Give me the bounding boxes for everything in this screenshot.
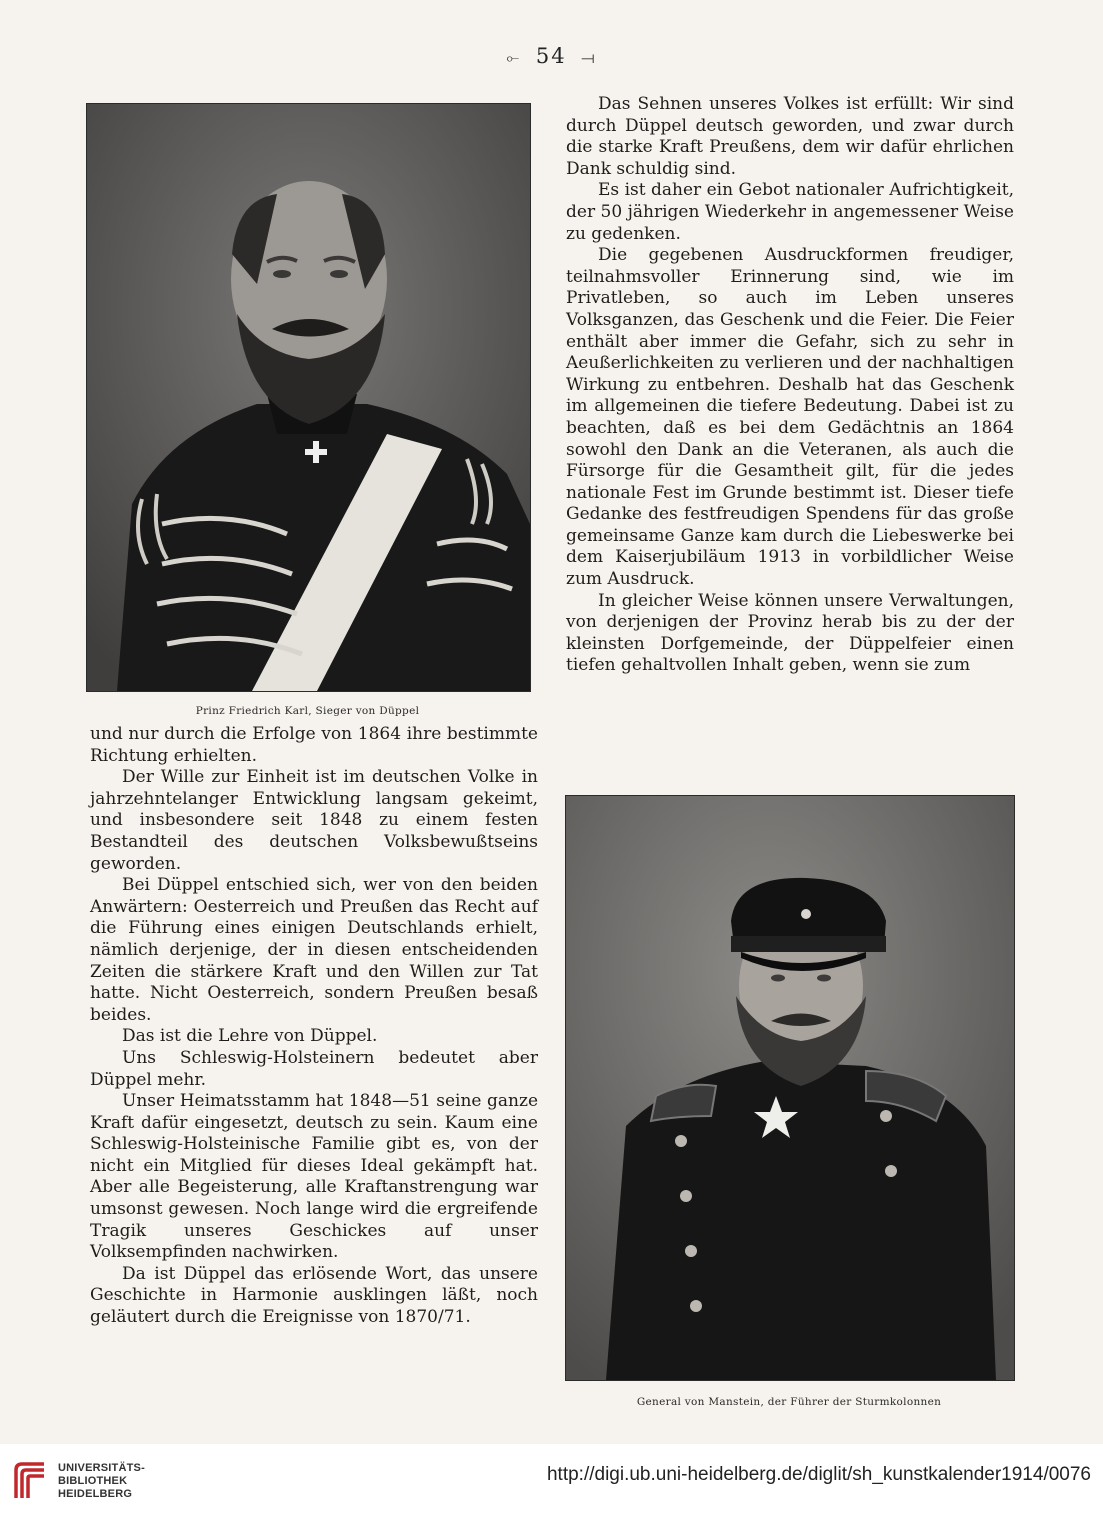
paragraph: Es ist daher ein Gebot nationaler Aufrichtigkeit, der 50 jährigen Wiederkehr in angemessener Weise zu gedenken. xyxy=(566,180,1014,244)
portrait-illustration xyxy=(566,796,1014,1380)
paragraph: Das ist die Lehre von Düppel. xyxy=(122,1026,378,1047)
page-number xyxy=(0,44,1103,68)
library-name[interactable] xyxy=(58,1462,145,1501)
text-column-left xyxy=(90,724,538,1329)
caption-photo-manstein: General von Manstein, der Führer der Sturmkolonnen xyxy=(636,1396,942,1408)
library-name-line: HEIDELBERG xyxy=(58,1488,133,1500)
paragraph: Unser Heimatsstamm hat 1848—51 seine ganze Kraft dafür eingesetzt, deutsch zu sein. Kaum eine Schleswig-Holsteinische Familie gibt es, von der nicht ein Mitglied für dieses Ideal gekämpft hat. Aber alle Begeisterung, alle Kraftanstrengung war umsonst gewesen. Noch lange wird die ergreifende Tragik unseres Geschickes auf unser Volksempfinden nachwirken. xyxy=(90,1091,538,1263)
paragraph: Die gegebenen Ausdruckformen freudiger, teilnahmsvoller Erinnerung sind, wie im Privatleben, so auch im Leben unseres Volksganzen, das Geschenk und die Feier. Die Feier enthält aber immer die Gefahr, sich zu sehr in Aeußerlichkeiten zu verlieren und der nachhaltigen Wirkung zu entbehren. Deshalb hat das Geschenk im allgemeinen die tiefere Bedeutung. Dabei ist zu beachten, daß es bei dem Gedächtnis an 1864 sowohl den Dank an die Veteranen, als auch die Fürsorge für die Gesamtheit gilt, für die jedes nationale Fest im Grunde bestimmt ist. Dieser tiefe Gedanke des festfreudigen Spendens für das große gemeinsame Ganze kam durch die Liebeswerke bei dem Kaiserjubiläum 1913 in vorbildlicher Weise zum Ausdruck. xyxy=(566,245,1014,590)
text-column-right xyxy=(566,94,1014,677)
portrait-illustration xyxy=(87,104,530,691)
library-name-line: BIBLIOTHEK xyxy=(58,1475,128,1487)
portrait-photo-friedrich-karl xyxy=(86,103,531,692)
paragraph: Da ist Düppel das erlösende Wort, das unsere Geschichte in Harmonie ausklingen läßt, noch geläutert durch die Ereignisse von 1870/71. xyxy=(90,1263,538,1328)
page-number-value: 54 xyxy=(535,44,567,68)
paragraph: Uns Schleswig-Holsteinern bedeutet aber Düppel mehr. xyxy=(90,1047,538,1090)
library-logo-icon[interactable] xyxy=(10,1458,50,1504)
source-url-link[interactable]: http://digi.ub.uni-heidelberg.de/diglit/sh_kunstkalender1914/0076 xyxy=(546,1464,1091,1485)
paragraph: Bei Düppel entschied sich, wer von den beiden Anwärtern: Oesterreich und Preußen das Recht auf die Führung eines einigen Deutschlands erhielt, nämlich derjenige, der in diesen entscheidenden Zeiten die stärkere Kraft und den Willen zur Tat hatte. Nicht Oesterreich, sondern Preußen besaß beides. xyxy=(90,875,538,1025)
library-footer xyxy=(0,1444,1103,1530)
caption-photo-friedrich-karl: Prinz Friedrich Karl, Sieger von Düppel xyxy=(195,705,420,717)
paragraph: Der Wille zur Einheit ist im deutschen Volke in jahrzehntelanger Entwicklung langsam gekeimt, und insbesondere seit 1848 zu einem festen Bestandteil des deutschen Volksbewußtseins geworden. xyxy=(90,767,538,874)
paragraph: Das Sehnen unseres Volkes ist erfüllt: Wir sind durch Düppel deutsch geworden, und zwar durch die starke Kraft Preußens, dem wir dafür ehrlichen Dank schuldig sind. xyxy=(566,94,1014,179)
paragraph: und nur durch die Erfolge von 1864 ihre bestimmte Richtung erhielten. xyxy=(90,724,538,766)
ornament-right: ⟞ xyxy=(581,48,597,67)
library-name-line: UNIVERSITÄTS- xyxy=(58,1462,145,1474)
ornament-left: ⟜ xyxy=(506,48,522,67)
paragraph: In gleicher Weise können unsere Verwaltungen, von derjenigen der Provinz herab bis zu der der kleinsten Dorfgemeinde, der Düppelfeier einen tiefen gehaltvollen Inhalt geben, wenn sie zum xyxy=(566,590,1014,676)
portrait-photo-manstein xyxy=(565,795,1015,1381)
